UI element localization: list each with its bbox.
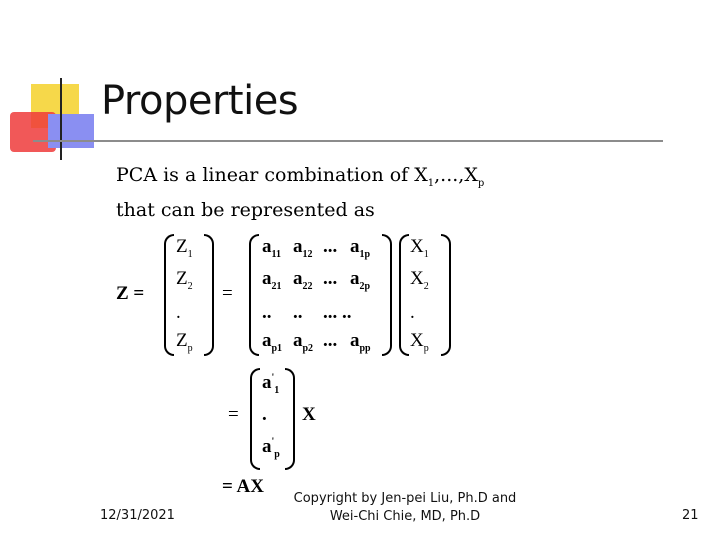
math-term [323, 302, 352, 324]
math-term [293, 330, 313, 354]
math-term-base: a [262, 268, 272, 289]
math-term-subscript: 1 [187, 249, 193, 260]
x-vector-right-paren [441, 234, 451, 356]
math-term [323, 268, 337, 290]
math-term-base: a [293, 236, 303, 257]
math-term [262, 404, 267, 426]
final-equation: = AX [222, 476, 264, 497]
math-term-base: a [262, 372, 272, 393]
a-prime-right-paren [285, 368, 295, 470]
math-term-subscript: 2p [359, 281, 371, 292]
math-term-subscript: 11 [271, 249, 281, 260]
math-term-subscript: p2 [302, 343, 314, 354]
math-term-base: ... [323, 268, 338, 289]
subscript-1: 1 [427, 178, 435, 189]
math-term [323, 236, 337, 258]
math-term-subscript: 12 [302, 249, 313, 260]
body-line-2: that can be represented as [116, 199, 375, 221]
math-term-base: ... .. [323, 302, 352, 323]
math-term [262, 268, 282, 292]
subscript-p: p [477, 178, 485, 189]
math-term-subscript: 1p [359, 249, 371, 260]
math-term-base: ... [323, 236, 338, 257]
math-term-subscript: 1 [423, 249, 429, 260]
math-term-base: Z [176, 330, 188, 351]
math-term-base: a [350, 236, 360, 257]
footer-copyright [270, 490, 540, 526]
math-term [293, 302, 303, 324]
math-term [262, 236, 281, 260]
z-vector-right-paren [204, 234, 214, 356]
title-underline [33, 140, 663, 142]
body-line-1 [116, 164, 484, 189]
decor-vertical-line [60, 78, 62, 160]
math-term-prime: ' [271, 436, 275, 448]
decor-blue-square [48, 114, 94, 148]
math-term-base: . [176, 302, 181, 323]
math-term-base: .. [262, 302, 272, 323]
math-term-base: a [262, 236, 272, 257]
math-term [293, 268, 313, 292]
math-term [262, 302, 272, 324]
math-term-subscript: p [423, 343, 429, 354]
math-term [176, 268, 193, 292]
math-term [176, 330, 193, 354]
math-term-subscript: p [187, 343, 193, 354]
body-line-1-text: PCA is a linear combination of X [116, 164, 428, 186]
math-term-subscript: 21 [271, 281, 282, 292]
footer-date: 12/31/2021 [100, 508, 175, 523]
page-number: 21 [682, 508, 699, 523]
footer-copyright-line2: Wei-Chi Chie, MD, Ph.D [329, 509, 481, 524]
math-term [262, 330, 282, 354]
math-term-subscript: pp [359, 343, 371, 354]
math-term [323, 330, 337, 352]
math-term-prime: ' [271, 372, 275, 384]
math-term [176, 302, 181, 324]
math-term-base: X [410, 268, 424, 289]
equals-2: = [228, 404, 239, 425]
math-term-base: . [262, 404, 267, 425]
math-term-base: . [410, 302, 415, 323]
math-term [262, 436, 280, 460]
slide-title: Properties [101, 78, 299, 124]
math-term-subscript: 1 [274, 385, 280, 396]
math-term [350, 236, 370, 260]
a-prime-left-paren [250, 368, 260, 470]
math-term-base: Z [176, 236, 188, 257]
math-term-base: a [350, 330, 360, 351]
body-line-1-mid: ,...,X [434, 164, 478, 186]
math-term-base: a [350, 268, 360, 289]
z-vector-left-paren [164, 234, 174, 356]
math-term-base: ... [323, 330, 338, 351]
math-term [410, 268, 429, 292]
math-term-subscript: 2 [187, 281, 193, 292]
math-term-subscript: p1 [271, 343, 283, 354]
math-term-base: .. [293, 302, 303, 323]
math-term-base: X [410, 330, 424, 351]
math-term-subscript: 2 [423, 281, 429, 292]
math-term [350, 268, 370, 292]
math-term-base: a [293, 330, 303, 351]
math-term [350, 330, 371, 354]
math-term [176, 236, 193, 260]
math-term [293, 236, 313, 260]
x-vector-left-paren [399, 234, 409, 356]
z-label: Z = [116, 283, 145, 304]
math-term-base: X [410, 236, 424, 257]
equals-1: = [222, 283, 233, 304]
math-term-base: a [262, 330, 272, 351]
math-term-base: a [262, 436, 272, 457]
footer-copyright-line1: Copyright by Jen-pei Liu, Ph.D and [293, 491, 517, 506]
math-term [410, 236, 429, 260]
x-bold: X [302, 404, 316, 425]
a-matrix-right-paren [382, 234, 392, 356]
math-term-subscript: p [274, 449, 280, 460]
a-matrix-left-paren [249, 234, 259, 356]
math-term [410, 330, 429, 354]
math-term-subscript: 22 [302, 281, 313, 292]
math-term [262, 372, 279, 396]
math-term [410, 302, 415, 324]
math-term-base: a [293, 268, 303, 289]
math-term-base: Z [176, 268, 188, 289]
